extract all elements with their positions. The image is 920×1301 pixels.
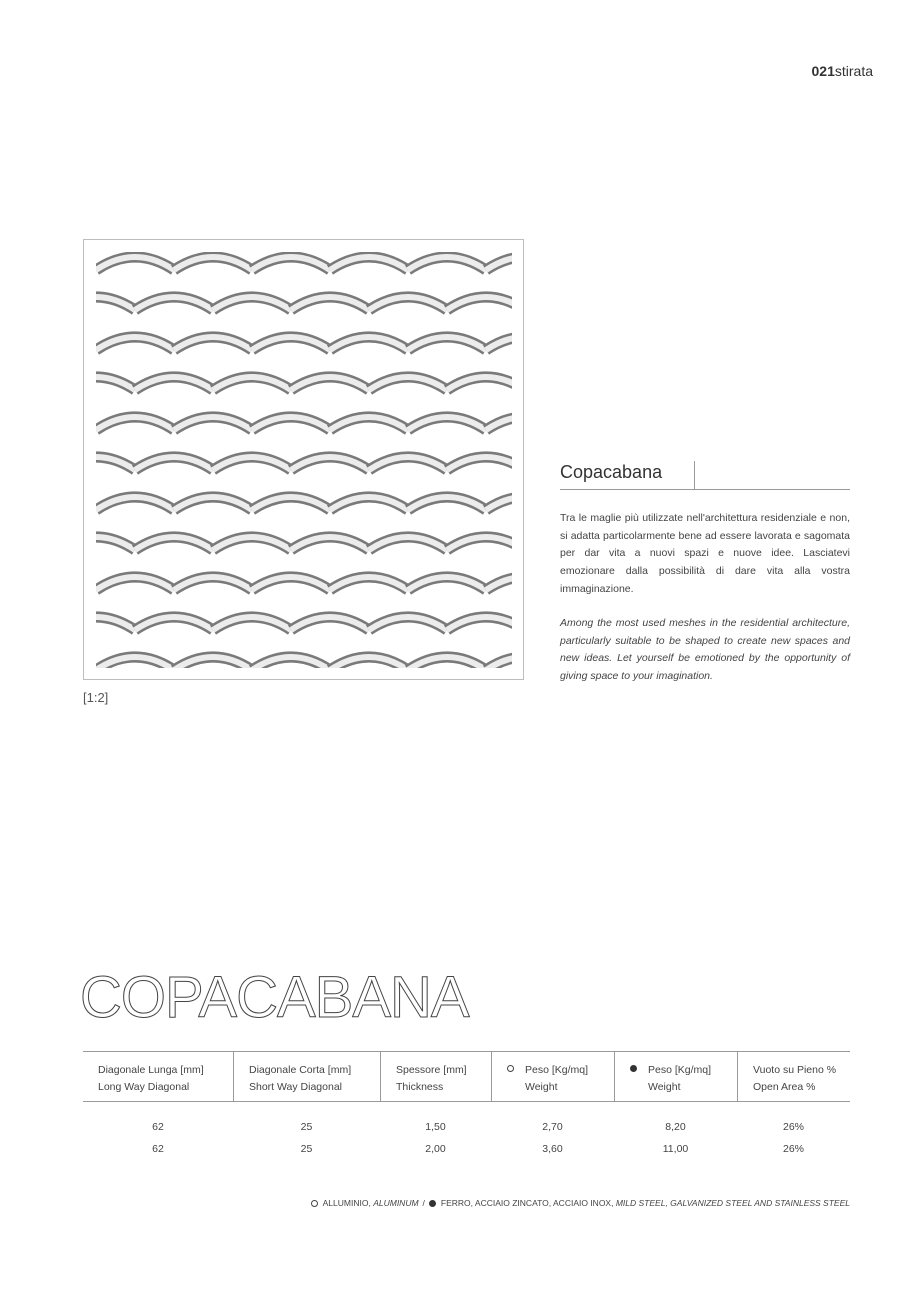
header-en: Weight (525, 1081, 558, 1093)
filled-circle-icon (630, 1065, 637, 1072)
legend-aluminium-en: ALUMINUM (373, 1198, 419, 1208)
cell-weight-steel: 11,00 (662, 1143, 689, 1155)
big-title: COPACABANA (80, 965, 469, 1030)
cell-open-area: 26% (782, 1121, 804, 1133)
page-number-value: 021 (811, 63, 835, 79)
material-legend (311, 1198, 850, 1208)
header-open-area (737, 1052, 850, 1101)
cell-weight-steel: 8,20 (665, 1121, 686, 1133)
legend-steel-en: MILD STEEL, GALVANIZED STEEL AND STAINLESS STEEL (615, 1198, 850, 1208)
header-it: Diagonale Corta [mm] (249, 1064, 352, 1076)
scale-label: [1:2] (83, 690, 109, 705)
header-it: Diagonale Lunga [mm] (98, 1064, 204, 1076)
header-en: Short Way Diagonal (249, 1081, 342, 1093)
table-body (83, 1102, 850, 1165)
cell-long-diagonal: 62 (152, 1143, 164, 1155)
header-thickness (380, 1052, 491, 1101)
mesh-image (96, 252, 512, 668)
cell-open-area: 26% (782, 1143, 804, 1155)
product-name: Copacabana (560, 462, 663, 482)
title-divider (694, 461, 695, 489)
description-english: Among the most used meshes in the residential architecture, particularly suitable to be shaped to create new spaces and new ideas. Let yourself be emotioned by the opportunity of giving space to your imagination. (560, 617, 850, 683)
hollow-circle-icon (311, 1200, 318, 1207)
table-row (83, 1121, 850, 1143)
section-label: stirata (834, 63, 873, 79)
header-weight-steel (614, 1052, 737, 1101)
header-it: Spessore [mm] (396, 1064, 467, 1076)
header-en: Weight (648, 1081, 681, 1093)
legend-aluminium-it: ALLUMINIO, (322, 1198, 371, 1208)
spec-table (83, 1051, 850, 1165)
cell-thickness: 2,00 (425, 1143, 446, 1155)
legend-separator: / (422, 1198, 425, 1208)
product-title-block (560, 461, 850, 490)
header-it: Peso [Kg/mq] (525, 1064, 589, 1076)
header-long-diagonal (83, 1052, 233, 1101)
mesh-image-frame (83, 239, 524, 680)
page-number (812, 63, 873, 79)
cell-short-diagonal: 25 (300, 1121, 313, 1133)
hollow-circle-icon (507, 1065, 514, 1072)
header-short-diagonal (233, 1052, 380, 1101)
cell-weight-aluminium: 2,70 (542, 1121, 563, 1133)
header-en: Long Way Diagonal (98, 1081, 190, 1093)
cell-long-diagonal: 62 (152, 1121, 164, 1133)
table-row (83, 1143, 850, 1165)
header-en: Open Area % (753, 1081, 816, 1093)
description-italian: Tra le maglie più utilizzate nell'architettura residenziale e non, si adatta particolarmente bene ad essere lavorata e sagomata per dar vita a nuovi spazi e nuove idee. Lasciatevi emozionare dalla possibilità di dare vita alla vostra immaginazione. (560, 512, 850, 595)
header-it: Vuoto su Pieno % (753, 1064, 837, 1076)
header-it: Peso [Kg/mq] (648, 1064, 712, 1076)
cell-short-diagonal: 25 (300, 1143, 313, 1155)
table-header-row (83, 1052, 850, 1102)
cell-weight-aluminium: 3,60 (542, 1143, 563, 1155)
filled-circle-icon (429, 1200, 436, 1207)
header-weight-aluminium (491, 1052, 614, 1101)
legend-steel-it: FERRO, ACCIAIO ZINCATO, ACCIAIO INOX, (440, 1198, 614, 1208)
header-en: Thickness (396, 1081, 444, 1093)
cell-thickness: 1,50 (425, 1121, 446, 1133)
